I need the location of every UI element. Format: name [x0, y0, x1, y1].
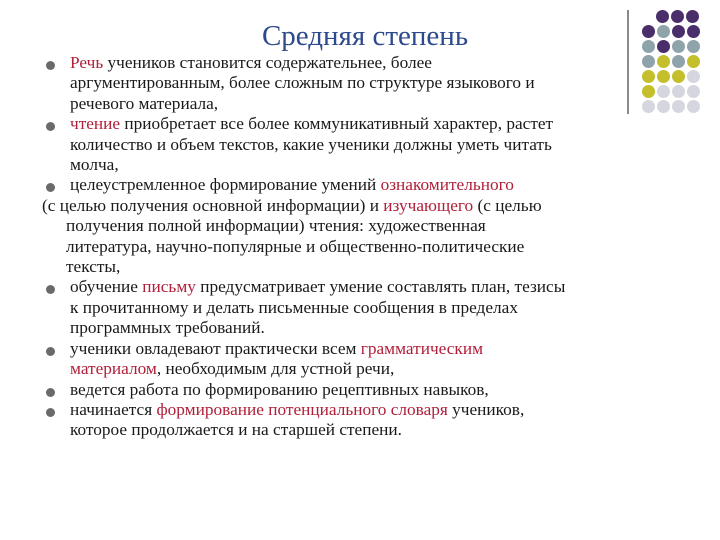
bullet-item [0, 380, 700, 400]
text-segment: предусматривает умение составлять план, тезисы [195, 277, 566, 297]
text-line [70, 420, 700, 440]
text-segment: обучение [70, 277, 143, 297]
decorative-dot [687, 25, 700, 38]
text-line [70, 339, 700, 359]
highlighted-term: чтение [70, 114, 121, 134]
text-segment: количество и объем текстов, какие ученики должны уметь читать [70, 134, 552, 154]
bullet-item [0, 339, 700, 380]
text-segment: которое продолжается и на старшей степени. [70, 420, 402, 440]
text-line [70, 114, 700, 134]
text-segment: молча, [70, 155, 119, 175]
bullet-item [0, 277, 700, 338]
decorative-dot [656, 10, 669, 23]
highlighted-term: изучающего [383, 195, 474, 215]
text-line [70, 94, 700, 114]
text-line [70, 400, 700, 420]
text-segment: речевого материала, [70, 93, 219, 113]
text-line [70, 318, 700, 338]
bullet-dot-icon [46, 408, 55, 417]
text-line [70, 155, 700, 175]
bullet-item [0, 175, 700, 195]
text-line [70, 277, 700, 297]
highlighted-term: ознакомительного [380, 175, 514, 195]
text-line [70, 380, 700, 400]
text-segment: программных требований. [70, 318, 265, 338]
text-line [70, 135, 700, 155]
text-segment: целеустремленное формирование умений [70, 175, 381, 195]
decorative-dot [687, 40, 700, 53]
text-segment: учеников, [447, 399, 525, 419]
text-segment: учеников становится содержательнее, более [103, 53, 432, 72]
text-line [70, 359, 700, 379]
decorative-dot [657, 25, 670, 38]
text-line [70, 175, 700, 195]
decorative-dot [642, 25, 655, 38]
bullet-item [0, 53, 700, 114]
text-segment: к прочитанному и делать письменные сообщения в пределах [70, 297, 518, 317]
decorative-dot [686, 10, 699, 23]
text-segment: начинается [70, 399, 157, 419]
bullet-dot-icon [46, 347, 55, 356]
decorative-dot [657, 40, 670, 53]
text-segment: (с целью [473, 195, 542, 215]
bullet-dot-icon [46, 285, 55, 294]
decorative-dot [672, 25, 685, 38]
bullet-dot-icon [46, 183, 55, 192]
bullet-list [0, 53, 700, 441]
bullet-continuation [0, 196, 700, 278]
highlighted-term: письму [142, 277, 196, 297]
text-line [70, 73, 700, 93]
text-segment: тексты, [66, 257, 121, 277]
text-line [46, 216, 700, 236]
decorative-dot [672, 40, 685, 53]
text-segment: аргументированным, более сложным по структуре языкового и [70, 73, 535, 93]
text-line [46, 257, 700, 277]
text-segment: литература, научно-популярные и общественно-политические [66, 236, 525, 256]
highlighted-term: формирование потенциального словаря [156, 399, 448, 419]
text-segment: (с целью получения основной информации) и [42, 195, 384, 215]
text-segment: получения полной информации) чтения: художественная [66, 216, 486, 236]
slide-title: Средняя степень [261, 20, 469, 52]
decorative-dot [671, 10, 684, 23]
text-segment: ведется работа по формированию рецептивных навыков, [70, 379, 489, 399]
text-line [70, 53, 700, 73]
text-line [42, 195, 700, 216]
text-segment: приобретает все более коммуникативный характер, растет [120, 114, 554, 134]
decorative-dot [642, 40, 655, 53]
bullet-item [0, 400, 700, 441]
bullet-dot-icon [46, 61, 55, 70]
highlighted-term: материалом [70, 359, 157, 379]
highlighted-term: Речь [70, 53, 104, 72]
text-line [70, 298, 700, 318]
text-line [46, 237, 700, 257]
text-segment: , необходимым для устной речи, [156, 359, 395, 379]
highlighted-term: грамматическим [360, 338, 483, 358]
text-segment: ученики овладевают практически всем [70, 338, 361, 358]
bullet-dot-icon [46, 388, 55, 397]
bullet-dot-icon [46, 122, 55, 131]
bullet-item [0, 114, 700, 175]
